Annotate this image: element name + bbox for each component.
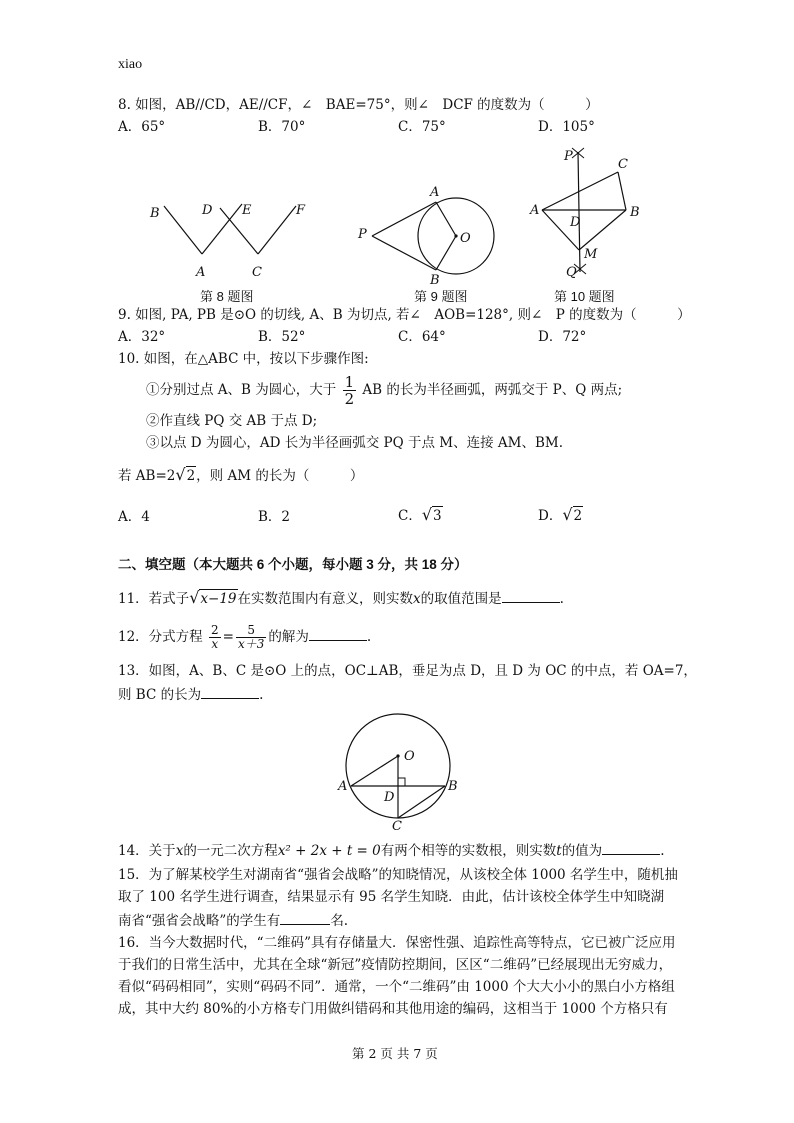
q10-option-c: [398, 506, 443, 525]
q8-stem: 8. 如图，AB//CD，AE//CF，∠ BAE=75°，则∠ DCF 的度数为（ ）: [118, 97, 599, 113]
figure-9-diagram: [352, 180, 502, 286]
q16-line3: 看似“码码相同”，实则“码码不同”．通常，一个“二维码”由 1000 个大大小小的黑白小方格组: [118, 979, 675, 995]
q14-var: x: [175, 843, 184, 859]
sqrt-icon: √: [562, 505, 573, 524]
fig8-label-c: C: [252, 265, 262, 280]
figure-13-diagram: [334, 706, 474, 830]
q11: [118, 588, 564, 608]
fig10-label-m: M: [584, 247, 598, 262]
q12-end: .: [366, 629, 372, 645]
header-text: xiao: [118, 57, 143, 72]
fig13-label-a: A: [338, 779, 348, 794]
q10-option-d: [538, 506, 583, 525]
q10-cond-radicand: 2: [186, 468, 196, 484]
fig13-label-d: D: [384, 790, 395, 805]
q9-option-a: A．32°: [118, 329, 166, 345]
sqrt-icon: √: [175, 465, 186, 484]
q15-line2: 取了 100 名学生进行调查，结果显示有 95 名学生知晓．由此，估计该校全体学生中知晓湖: [118, 889, 665, 905]
fig10-label-d: D: [570, 215, 581, 230]
fig10-label-c: C: [618, 157, 628, 172]
half-fraction: [343, 374, 357, 407]
fig8-label-a: A: [196, 265, 206, 280]
q13-line1: 13．如图，A、B、C 是⊙O 上的点，OC⊥AB，垂足为点 D，且 D 为 OC 的中点，若 OA=7，: [118, 663, 697, 679]
q10-option-b: B．2: [258, 509, 291, 525]
q8-option-c: C．75°: [398, 119, 446, 135]
fig9-label-a: A: [430, 185, 440, 200]
figure-8-diagram: [140, 196, 320, 286]
q11-var: x: [413, 591, 421, 607]
fig10-label-p: P: [564, 149, 573, 164]
q10-option-d-radicand: 2: [573, 508, 583, 524]
q10-stem: 10. 如图，在△ABC 中，按以下步骤作图:: [118, 351, 369, 367]
q11-pre: 11．若式子: [118, 591, 190, 607]
q16-line2: 于我们的日常生活中，尤其在全球“新冠”疫情防控期间，区区“二维码”已经展现出无穷威力，: [118, 957, 673, 973]
q10-option-c-label: C．: [398, 508, 422, 524]
q14-pre: 14．关于: [118, 843, 176, 859]
q14-post: 有两个相等的实数根，则实数: [380, 843, 557, 859]
q15-line3-post: 名.: [330, 913, 349, 929]
q14: [118, 840, 664, 860]
q13-end: .: [259, 687, 264, 703]
q10-option-c-radicand: 3: [433, 508, 442, 524]
sqrt-icon: √: [421, 505, 433, 524]
q12-answer-blank[interactable]: [309, 626, 367, 641]
q10-step1-post: AB 的长为半径画弧，两弧交于 P、Q 两点;: [362, 382, 623, 398]
q11-answer-blank[interactable]: [502, 588, 560, 603]
q15-line3: [118, 910, 348, 930]
q13-answer-blank[interactable]: [201, 684, 259, 699]
figure-10-caption: 第 10 题图: [554, 289, 615, 304]
fig9-label-b: B: [430, 273, 440, 286]
q16-line4: 成，其中大约 80%的小方格专门用做纠错码和其他用途的编码，这相当于 1000 个方格只有: [118, 1001, 668, 1017]
q14-mid: 的一元二次方程: [183, 843, 278, 859]
q12: [118, 620, 371, 654]
q11-end: .: [559, 591, 564, 607]
q12-f2-num: 5: [236, 624, 266, 638]
q10-step2: ②作直线 PQ 交 AB 于点 D;: [146, 413, 318, 429]
half-fraction-den: 2: [344, 390, 355, 408]
q15-line1: 15．为了解某校学生对湖南省“强省会战略”的知晓情况，从该校全体 1000 名学生中，随机抽: [118, 867, 678, 883]
q12-eq: =: [222, 629, 234, 645]
q9-option-c: C．64°: [398, 329, 446, 345]
q8-option-d: D．105°: [538, 119, 595, 135]
q10-condition: [118, 466, 363, 485]
fig10-label-b: B: [630, 205, 640, 220]
q9-option-d: D．72°: [538, 329, 587, 345]
q10-step3: ③以点 D 为圆心，AD 长为半径画弧交 PQ 于点 M、连接 AM、BM.: [146, 435, 564, 451]
q9-stem: 9. 如图, PA, PB 是⊙O 的切线, A、B 为切点, 若∠ AOB=128°, 则∠ P 的度数为（ ）: [118, 307, 691, 323]
q15-answer-blank[interactable]: [280, 910, 330, 925]
q9-option-b: B．52°: [258, 329, 306, 345]
fig8-label-f: F: [296, 203, 306, 218]
q14-end: .: [660, 843, 665, 859]
half-fraction-num: 1: [344, 373, 355, 391]
section-2-title: 二、填空题（本大题共 6 个小题，每小题 3 分，共 18 分）: [118, 557, 468, 572]
q11-post: 的取值范围是: [420, 591, 502, 607]
q10-step1-pre: ①分别过点 A、B 为圆心，大于: [146, 382, 337, 398]
q12-pre: 12．分式方程: [118, 629, 203, 645]
page-footer: 第 2 页 共 7 页: [352, 1046, 438, 1061]
q14-var2: t: [556, 843, 562, 859]
q12-f1-num: 2: [210, 623, 219, 637]
q12-f1-den: x: [211, 637, 219, 651]
sqrt-icon: √: [189, 588, 200, 607]
q10-cond-coef: 2: [166, 468, 176, 484]
q10-cond-post: ，则 AM 的长为（ ）: [196, 468, 364, 484]
fig13-label-b: B: [448, 779, 458, 794]
q14-equation: x² + 2x + t = 0: [277, 843, 381, 859]
q10-option-d-label: D．: [538, 508, 563, 524]
fig9-label-p: P: [358, 227, 367, 242]
q8-option-a: A．65°: [118, 119, 166, 135]
q15-line3-pre: 南省“强省会战略”的学生有: [118, 913, 281, 929]
q12-f2-den: x＋3: [237, 637, 265, 651]
fig9-label-o: O: [460, 231, 471, 246]
fig10-label-a: A: [530, 203, 540, 218]
figure-9-caption: 第 9 题图: [414, 289, 468, 304]
q13-line2: [118, 684, 263, 704]
q10-option-a: A．4: [118, 509, 150, 525]
q16-line1: 16．当今大数据时代，“二维码”具有存储量大．保密性强、追踪性高等特点，它已被广泛应用: [118, 935, 676, 951]
figure-10-diagram: [526, 140, 656, 286]
q14-answer-blank[interactable]: [602, 840, 660, 855]
figure-8-caption: 第 8 题图: [200, 289, 254, 304]
q12-post: 的解为: [268, 629, 309, 645]
fig8-label-e: E: [242, 203, 252, 218]
q14-post2: 的值为: [561, 843, 603, 859]
q10-step1: [146, 374, 622, 407]
q12-fraction-2: [236, 624, 266, 651]
q12-fraction-1: [209, 624, 221, 651]
q8-option-b: B．70°: [258, 119, 306, 135]
q10-cond-pre: 若 AB=: [118, 468, 167, 484]
fig13-label-c: C: [392, 819, 402, 830]
q11-radicand: x−19: [200, 591, 237, 607]
fig8-label-d: D: [202, 203, 213, 218]
q13-line2-pre: 则 BC 的长为: [118, 687, 202, 703]
fig13-label-o: O: [404, 749, 415, 764]
fig8-label-b: B: [150, 206, 160, 221]
fig10-label-q: Q: [566, 265, 577, 280]
q11-mid: 在实数范围内有意义，则实数: [237, 591, 413, 607]
